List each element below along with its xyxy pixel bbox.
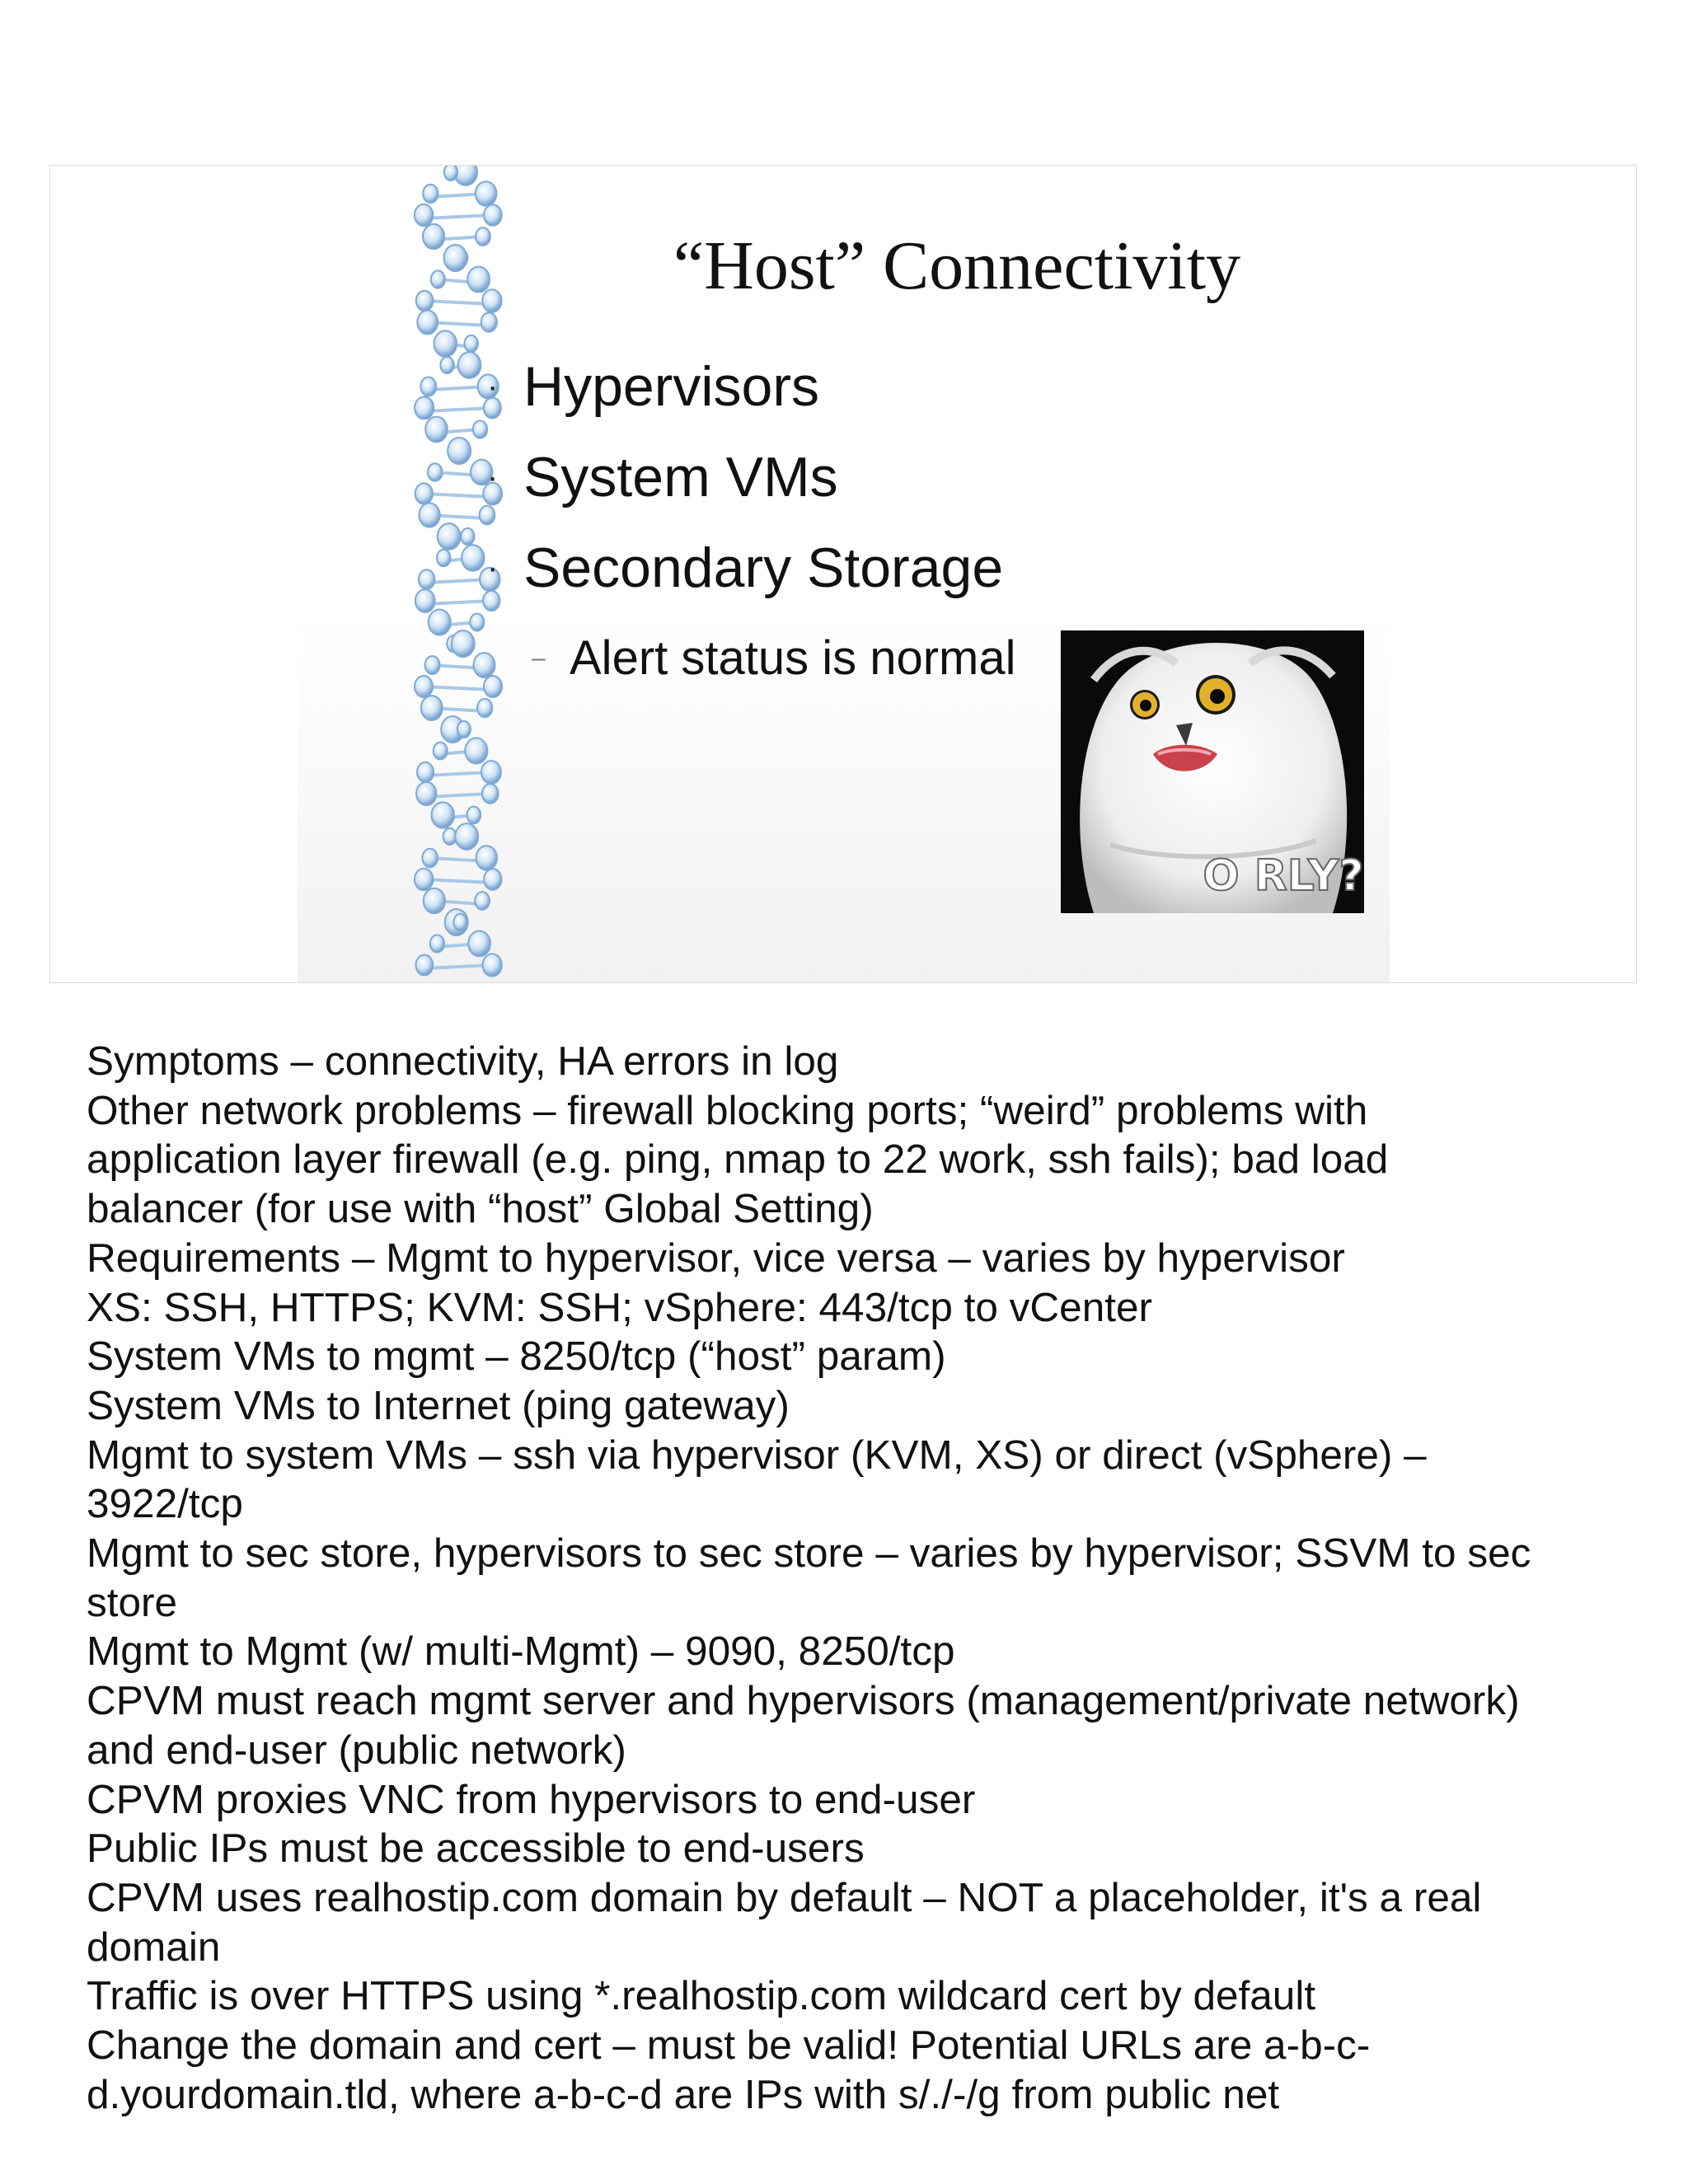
note-line: 3922/tcp	[87, 1481, 243, 1527]
note-line: Symptoms – connectivity, HA errors in log	[87, 1038, 839, 1084]
note-line: XS: SSH, HTTPS; KVM: SSH; vSphere: 443/tcp to vCenter	[87, 1284, 1152, 1330]
bullet-dot-icon: ·	[487, 550, 499, 586]
bullet-item	[487, 444, 838, 510]
note-line: System VMs to mgmt – 8250/tcp (“host” param)	[87, 1333, 946, 1380]
note-line: Mgmt to sec store, hypervisors to sec store – varies by hypervisor; SSVM to sec	[87, 1530, 1531, 1577]
note-line: Mgmt to Mgmt (w/ multi-Mgmt) – 9090, 8250/tcp	[87, 1629, 955, 1675]
note-line: CPVM uses realhostip.com domain by default – NOT a placeholder, it's a real	[87, 1874, 1482, 1920]
note-line: balancer (for use with “host” Global Setting)	[87, 1186, 874, 1232]
note-line: domain	[87, 1924, 221, 1970]
sub-bullet-dash-icon: –	[532, 644, 546, 672]
note-line: System VMs to Internet (ping gateway)	[87, 1382, 790, 1428]
bullet-text: Hypervisors	[523, 355, 819, 418]
bullet-dot-icon: ·	[487, 459, 499, 495]
note-line: Mgmt to system VMs – ssh via hypervisor (KVM, XS) or direct (vSphere) –	[87, 1432, 1427, 1478]
bullet-text: Secondary Storage	[523, 537, 1004, 599]
note-line: d.yourdomain.tld, where a-b-c-d are IPs with s/./-/g from public net	[87, 2071, 1280, 2117]
note-line: application layer firewall (e.g. ping, nmap to 22 work, ssh fails); bad load	[87, 1137, 1389, 1183]
slide-frame	[49, 165, 1637, 983]
owl-image	[1061, 630, 1364, 913]
note-line: CPVM proxies VNC from hypervisors to end-user	[87, 1776, 976, 1822]
note-line: CPVM must reach mgmt server and hypervisors (management/private network)	[87, 1678, 1520, 1724]
note-line: Requirements – Mgmt to hypervisor, vice versa – varies by hypervisor	[87, 1235, 1345, 1281]
bullet-text: System VMs	[523, 446, 838, 509]
note-line: Other network problems – firewall blocking ports; “weird” problems with	[87, 1087, 1368, 1133]
speaker-notes	[87, 1037, 1669, 2119]
sub-bullet-item	[532, 630, 1016, 687]
slide-bullet-list	[50, 166, 1636, 982]
bullet-item	[487, 354, 819, 419]
note-line: store	[87, 1579, 178, 1625]
note-line: Traffic is over HTTPS using *.realhostip.com wildcard cert by default	[87, 1973, 1316, 2019]
bullet-item	[487, 535, 1004, 601]
bullet-dot-icon: ·	[487, 368, 499, 405]
slide-title: “Host” Connectivity	[673, 227, 1241, 304]
sub-bullet-text: Alert status is normal	[570, 631, 1016, 685]
note-line: and end-user (public network)	[87, 1727, 626, 1773]
note-line: Public IPs must be accessible to end-users	[87, 1825, 865, 1872]
owl-caption: O RLY?	[1203, 851, 1364, 901]
note-line: Change the domain and cert – must be valid! Potential URLs are a-b-c-	[87, 2022, 1371, 2069]
